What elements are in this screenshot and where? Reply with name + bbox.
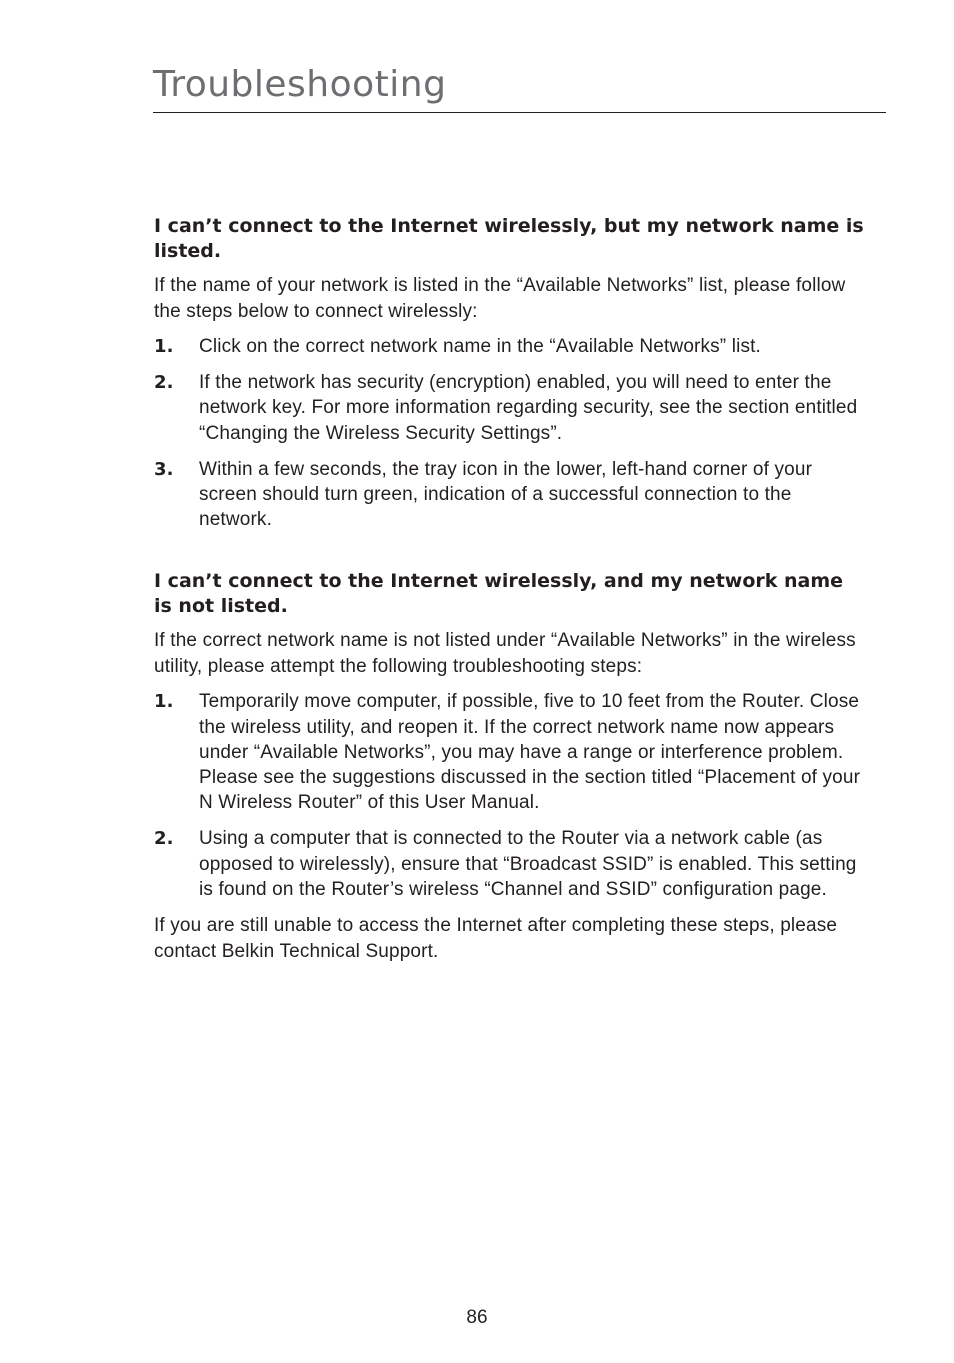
- steps-list: [154, 334, 864, 532]
- step-item: [154, 457, 864, 533]
- step-item: [154, 689, 864, 815]
- steps-list: [154, 689, 864, 902]
- step-number: 1.: [154, 691, 174, 713]
- section-heading: I can’t connect to the Internet wirelessly, but my network name is listed.: [154, 215, 864, 262]
- step-text: Within a few seconds, the tray icon in the lower, left-hand corner of your screen should turn green, indication of a successful connection to the network.: [199, 458, 813, 531]
- section-network-listed: [154, 214, 864, 532]
- step-item: [154, 370, 864, 446]
- section-network-not-listed: [154, 569, 864, 964]
- page-number: 86: [466, 1307, 488, 1328]
- title-divider: [153, 112, 886, 113]
- step-number: 1.: [154, 336, 174, 357]
- step-item: [154, 826, 864, 902]
- step-text: Using a computer that is connected to the Router via a network cable (as opposed to wirelessly), ensure that “Broadcast SSID” is enabled. This setting is found on the Router’s wireless “Channel and SSID” configuration page.: [199, 828, 857, 900]
- step-text: Click on the correct network name in the “Available Networks” list.: [199, 336, 761, 357]
- step-item: [154, 334, 864, 359]
- page-title: Troubleshooting: [153, 64, 447, 105]
- closing-paragraph: If you are still unable to access the Internet after completing these steps, please contact Belkin Technical Support.: [154, 915, 838, 962]
- step-text: If the network has security (encryption) enabled, you will need to enter the network key. For more information regarding security, see the section entitled “Changing the Wireless Security Settings”.: [199, 372, 858, 444]
- step-number: 2.: [154, 372, 174, 394]
- section-heading: I can’t connect to the Internet wirelessly, and my network name is not listed.: [154, 570, 844, 618]
- step-number: 3.: [154, 458, 174, 480]
- step-number: 2.: [154, 828, 174, 850]
- section-intro: If the name of your network is listed in the “Available Networks” list, please follow the steps below to connect wirelessly:: [154, 275, 846, 322]
- section-intro: If the correct network name is not listed under “Available Networks” in the wireless utility, please attempt the following troubleshooting steps:: [154, 630, 856, 677]
- main-content: [154, 214, 864, 974]
- step-text: Temporarily move computer, if possible, five to 10 feet from the Router. Close the wireless utility, and reopen it. If the correct network name now appears under “Available Networks”, you may have a range or interference problem. Please see the suggestions discussed in the section titled “Placement of your N Wireless Router” of this User Manual.: [199, 691, 861, 814]
